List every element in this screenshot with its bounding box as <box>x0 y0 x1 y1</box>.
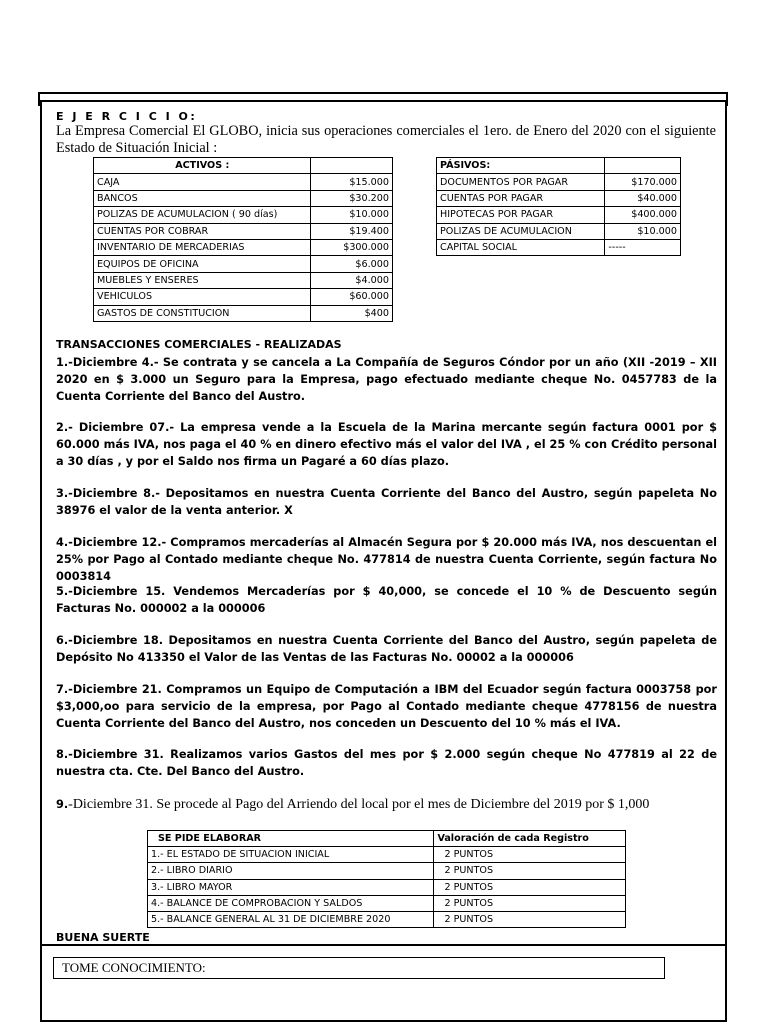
pide-points: 2 PUNTOS <box>434 847 626 863</box>
table-row <box>148 847 626 863</box>
account-value: $10.000 <box>311 207 393 223</box>
section-title: TRANSACCIONES COMERCIALES - REALIZADAS <box>56 338 342 351</box>
pide-points: 2 PUNTOS <box>434 911 626 927</box>
account-value: $4.000 <box>311 272 393 288</box>
table-row <box>148 895 626 911</box>
pasivos-table <box>436 157 681 256</box>
transaction-1: 1.-Diciembre 4.- Se contrata y se cancela a La Compañía de Seguros Cóndor por un año (XII -2019 – XII 2020 en $ 3.000 un Seguro para la Empresa, pago efectuado mediante cheque No. 0457783 de la Cuenta Corriente del Banco del Austro. <box>56 356 717 403</box>
account-name: INVENTARIO DE MERCADERIAS <box>94 239 311 255</box>
pide-item: 4.- BALANCE DE COMPROBACION Y SALDOS <box>148 895 434 911</box>
table-row <box>94 223 393 239</box>
table-header-row <box>148 831 626 847</box>
pide-item: 5.- BALANCE GENERAL AL 31 DE DICIEMBRE 2020 <box>148 911 434 927</box>
account-value: $400 <box>311 305 393 321</box>
table-row <box>148 879 626 895</box>
account-value: $10.000 <box>605 223 681 239</box>
account-value: $60.000 <box>311 289 393 305</box>
account-name: CAPITAL SOCIAL <box>437 239 605 255</box>
table-row <box>148 863 626 879</box>
table-row <box>437 174 681 190</box>
account-name: POLIZAS DE ACUMULACION ( 90 días) <box>94 207 311 223</box>
transaction-6: 6.-Diciembre 18. Depositamos en nuestra Cuenta Corriente del Banco del Austro, según papeleta de Depósito No 413350 el Valor de las Ventas de las Facturas No. 00002 a la 000006 <box>56 634 717 664</box>
table-row <box>437 239 681 255</box>
account-value: $15.000 <box>311 174 393 190</box>
table-row <box>437 190 681 206</box>
transaction-4: 4.-Diciembre 12.- Compramos mercaderías al Almacén Segura por $ 20.000 más IVA, nos descuentan el 25% por Pago al Contado mediante cheque No. 477814 de nuestra Cuenta Corriente, según factura No 0003814 <box>56 536 717 583</box>
transaction-9-number: 9. <box>56 798 69 811</box>
table-header-row <box>94 158 393 174</box>
table-row <box>437 207 681 223</box>
activos-table <box>93 157 393 322</box>
table-row <box>94 289 393 305</box>
table-row <box>148 911 626 927</box>
pide-points: 2 PUNTOS <box>434 863 626 879</box>
pide-points: 2 PUNTOS <box>434 895 626 911</box>
buena-suerte-note: BUENA SUERTE <box>56 931 150 943</box>
account-name: POLIZAS DE ACUMULACION <box>437 223 605 239</box>
account-value: $19.400 <box>311 223 393 239</box>
pide-points: 2 PUNTOS <box>434 879 626 895</box>
table-row <box>94 272 393 288</box>
account-value: $400.000 <box>605 207 681 223</box>
table-row <box>94 207 393 223</box>
account-value: $300.000 <box>311 239 393 255</box>
transaction-9-text: -Diciembre 31. Se procede al Pago del Arriendo del local por el mes de Diciembre del 2019 por $ 1,000 <box>68 797 650 812</box>
account-name: CUENTAS POR COBRAR <box>94 223 311 239</box>
pide-header-left: SE PIDE ELABORAR <box>148 831 434 847</box>
table-row <box>437 223 681 239</box>
account-value: $170.000 <box>605 174 681 190</box>
pide-item: 1.- EL ESTADO DE SITUACION INICIAL <box>148 847 434 863</box>
account-name: EQUIPOS DE OFICINA <box>94 256 311 272</box>
intro-paragraph: La Empresa Comercial El GLOBO, inicia sus operaciones comerciales el 1ero. de Enero del 2020 con el siguiente Estado de Situación Inicial : <box>56 123 716 156</box>
transaction-5: 5.-Diciembre 15. Vendemos Mercaderías por $ 40,000, se concede el 10 % de Descuento según Facturas No. 000002 a la 000006 <box>56 585 717 615</box>
tome-conocimiento-box: TOME CONOCIMIENTO: <box>53 957 665 979</box>
activos-header: ACTIVOS : <box>94 158 311 174</box>
account-name: GASTOS DE CONSTITUCION <box>94 305 311 321</box>
account-value: $30.200 <box>311 190 393 206</box>
table-header-row <box>437 158 681 174</box>
account-value: $40.000 <box>605 190 681 206</box>
section-divider <box>40 944 727 946</box>
account-name: VEHICULOS <box>94 289 311 305</box>
table-row <box>94 239 393 255</box>
se-pide-table <box>147 830 626 928</box>
account-name: BANCOS <box>94 190 311 206</box>
account-name: CAJA <box>94 174 311 190</box>
transaction-8: 8.-Diciembre 31. Realizamos varios Gastos del mes por $ 2.000 según cheque No 477819 al 22 de nuestra cta. Cte. Del Banco del Austro. <box>56 748 717 778</box>
exercise-title: E J E R C I C I O: <box>56 110 198 123</box>
table-row <box>94 305 393 321</box>
table-row <box>94 256 393 272</box>
table-row <box>94 174 393 190</box>
account-name: CUENTAS POR PAGAR <box>437 190 605 206</box>
pide-item: 2.- LIBRO DIARIO <box>148 863 434 879</box>
account-value: $6.000 <box>311 256 393 272</box>
pide-item: 3.- LIBRO MAYOR <box>148 879 434 895</box>
transaction-7: 7.-Diciembre 21. Compramos un Equipo de Computación a IBM del Ecuador según factura 0003758 por $3,000,oo para servicio de la empresa, por Pago al Contado mediante cheque 4778156 de nuestra Cuenta Corriente del Banco del Austro, nos conceden un Descuento del 10 % más el IVA. <box>56 683 717 730</box>
transaction-9 <box>56 797 717 813</box>
account-name: DOCUMENTOS POR PAGAR <box>437 174 605 190</box>
transaction-3: 3.-Diciembre 8.- Depositamos en nuestra Cuenta Corriente del Banco del Austro, según papeleta No 38976 el valor de la venta anterior. X <box>56 487 717 517</box>
account-name: HIPOTECAS POR PAGAR <box>437 207 605 223</box>
account-name: MUEBLES Y ENSERES <box>94 272 311 288</box>
pasivos-header: PÁSIVOS: <box>437 158 605 174</box>
transaction-2: 2.- Diciembre 07.- La empresa vende a la Escuela de la Marina mercante según factura 0001 por $ 60.000 más IVA, nos paga el 40 % en dinero efectivo más el valor del IVA , el 25 % con Crédito personal a 30 días , y por el Saldo nos firma un Pagaré a 60 días plazo. <box>56 421 717 468</box>
account-value: ----- <box>605 239 681 255</box>
table-row <box>94 190 393 206</box>
pide-header-right: Valoración de cada Registro <box>434 831 626 847</box>
